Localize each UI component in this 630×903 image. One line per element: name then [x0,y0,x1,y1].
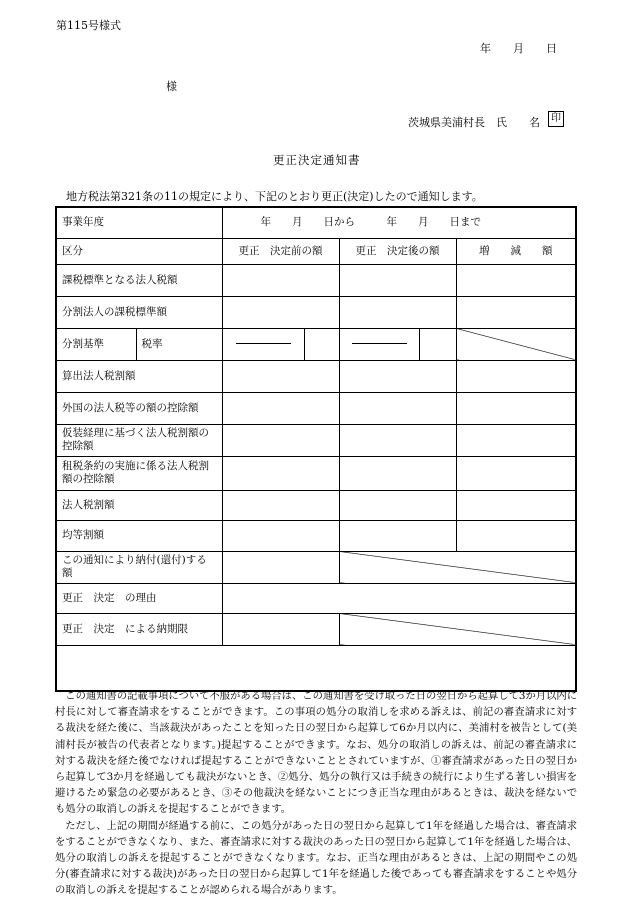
table-row [56,264,576,296]
rate-after-cell[interactable] [419,328,456,360]
cell-before[interactable] [222,490,339,520]
intro-text: 地方税法第321条の11の規定により、下記のとおり更正(決定)したので通知します。 [66,190,483,203]
row-foreign-deduction-label: 外国の法人税等の額の控除額 [56,392,222,424]
cell-after[interactable] [339,520,456,551]
row-calculated-label: 算出法人税割額 [56,360,222,392]
row-deadline-label: 更正 決定 による納期限 [56,613,222,645]
page-title: 更正決定通知書 [273,153,361,167]
cell-diff[interactable] [456,456,576,490]
notes-paragraph-1: この通知書の記載事項について不服がある場合は、この通知書を受け取った日の翌日から起算して3か月以内に村長に対して審査請求をすることができます。この事項の処分の取消しを求める訴えは、前記の審査請求に対する裁決を経た後に、当該裁決があったことを知った日の翌日から起算して6か月以内に、美浦村を被告として(美浦村長が被告の代表者となります。)提起することができます。なお、処分の取消しの訴えは、前記の審査請求に対する裁決を経た後でなければ提起することができないこととされていますが、①審査請求があった日の翌日から起算して3か月を経過しても裁決がないとき、②処分、処分の執行又は手続きの続行により生ずる著しい損害を避けるため緊急の必要があるとき、③その他裁決を経ないことにつき正当な理由があるときは、裁決を経ないでも処分の取消しの訴えを提起することができます。 [55,690,577,816]
date-line: 年 月 日 [480,42,557,55]
reason-cell[interactable] [222,583,576,613]
table-row [56,207,576,238]
cell-diff[interactable] [456,264,576,296]
cell-diff[interactable] [456,392,576,424]
cell-after[interactable] [339,490,456,520]
fiscal-year-label: 事業年度 [56,207,222,238]
cell-after[interactable] [339,264,456,296]
table-row [56,296,576,328]
cell-after[interactable] [339,424,456,456]
diagonal-strike-cell [456,328,576,360]
remarks-cell[interactable] [56,645,576,691]
diagonal-strike-cell [339,613,576,645]
cell-after[interactable] [339,296,456,328]
form-number: 第115号様式 [56,19,121,32]
cell-before[interactable] [222,296,339,328]
issuer-name: 茨城県美浦村長 氏 名 [408,116,540,129]
diagonal-strike-cell [339,551,576,583]
seal-mark: 印 [548,111,564,127]
table-row [56,238,576,264]
cell-before[interactable] [222,360,339,392]
rate-before-cell[interactable] [304,328,339,360]
cell-diff[interactable] [456,490,576,520]
assessment-table [55,206,577,692]
col-category-header: 区分 [56,238,222,264]
addressee-suffix: 様 [166,80,177,93]
table-row [56,583,576,613]
cell-after[interactable] [339,392,456,424]
row-treaty-deduction-label: 租税条約の実施に係る法人税割額の控除額 [56,456,222,490]
row-disguised-deduction-label: 仮装経理に基づく法人税割額の控除額 [56,424,222,456]
table-row [56,328,576,360]
cell-before[interactable] [222,424,339,456]
deadline-cell[interactable] [222,613,339,645]
row-taxable-base-label: 課税標準となる法人税額 [56,264,222,296]
table-row [56,551,576,583]
row-corporate-levy-label: 法人税割額 [56,490,222,520]
col-after-header: 更正 決定後の額 [339,238,456,264]
table-row [56,613,576,645]
cell-after[interactable] [339,456,456,490]
table-row [56,490,576,520]
table-row [56,392,576,424]
col-diff-header: 増 減 額 [456,238,576,264]
cell-before[interactable] [222,520,339,551]
row-payment-label: この通知により納付(還付)する額 [56,551,222,583]
notes-paragraph-2: ただし、上記の期間が経過する前に、この処分があった日の翌日から起算して1年を経過した場合は、審査請求をすることができなくなり、また、審査請求に対する裁決のあった日の翌日から起算して1年を経過した場合は、処分の取消しの訴えを提起することができなくなります。なお、正当な理由があるときは、上記の期間やこの処分(審査請求に対する裁決)があった日の翌日から起算して1年を経過した後であっても審査請求をすることや処分の取消しの訴えを提起することが認められる場合があります。 [55,819,577,897]
payment-before-cell[interactable] [222,551,339,583]
cell-before[interactable] [222,392,339,424]
cell-diff[interactable] [456,360,576,392]
cell-before[interactable] [222,264,339,296]
table-row [56,645,576,691]
criteria-after-cell[interactable] [339,328,419,360]
fiscal-year-value[interactable]: 年 月 日から 年 月 日まで [222,207,576,238]
cell-before[interactable] [222,456,339,490]
criteria-before-cell[interactable] [222,328,304,360]
cell-diff[interactable] [456,424,576,456]
row-reason-label: 更正 決定 の理由 [56,583,222,613]
blank-dash [352,343,407,344]
row-division-criteria-label: 分割基準 [56,328,136,360]
cell-after[interactable] [339,360,456,392]
table-row [56,360,576,392]
row-per-capita-label: 均等割額 [56,520,222,551]
cell-diff[interactable] [456,296,576,328]
row-tax-rate-label: 税率 [136,328,222,360]
table-row [56,520,576,551]
row-divided-base-label: 分割法人の課税標準額 [56,296,222,328]
blank-dash [236,343,291,344]
col-before-header: 更正 決定前の額 [222,238,339,264]
table-row [56,424,576,456]
table-row [56,456,576,490]
appeal-notes [55,688,577,899]
cell-diff[interactable] [456,520,576,551]
